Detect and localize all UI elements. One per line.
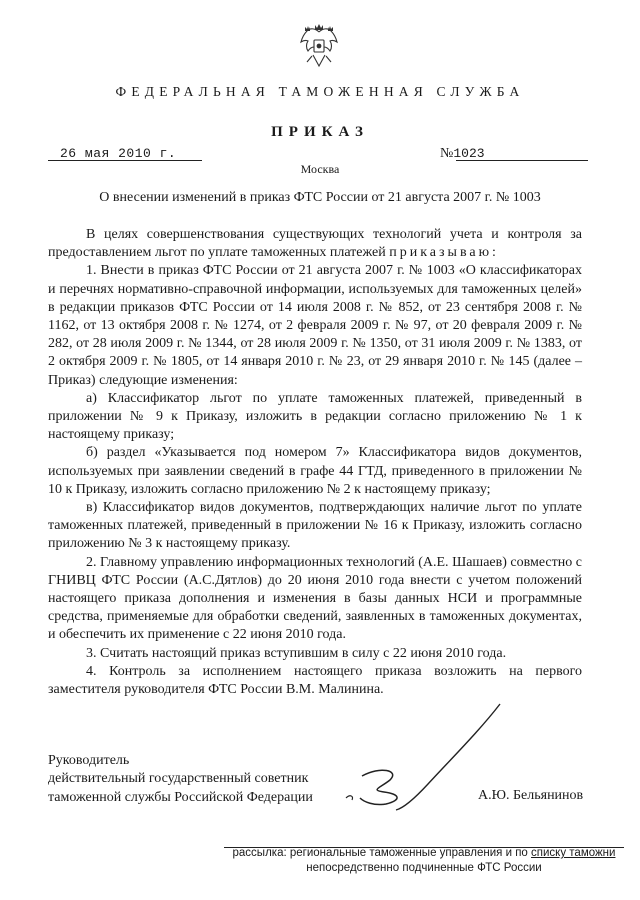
number-value: 1023 (453, 146, 485, 161)
document-type: ПРИКАЗ (271, 124, 369, 140)
city: Москва (300, 162, 340, 176)
date-underline (48, 160, 202, 161)
number-underline (456, 160, 588, 161)
signatory-title-3: таможенной службы Российской Федерации (48, 789, 313, 805)
item-3: 3. Считать настоящий приказ вступившим в силу с 22 июня 2010 года. (86, 645, 507, 661)
preamble-text: В целях совершенствования существующих технологий учета и контроля за предоставлением льгот по уплате таможенных платежей (48, 227, 582, 261)
agency-name: ФЕДЕРАЛЬНАЯ ТАМОЖЕННАЯ СЛУЖБА (115, 84, 525, 99)
signer-name: А.Ю. Бельянинов (478, 788, 584, 803)
document-title: О внесении изменений в приказ ФТС России от 21 августа 2007 г. № 1003 (99, 190, 541, 205)
distribution-line-2: непосредственно подчиненные ФТС России (306, 862, 542, 874)
item-1: 1. Внести в приказ ФТС России от 21 августа 2007 г. № 1003 «О классификаторах и перечнях нормативно-справочной информации, используемых для таможенных целей» в редакции приказов ФТС России от 14 июля 2008 г. № 852, от 23 сентября 2008 г. № 1162, от 13 октября 2008 г. № 1274, от 2 февраля 2009 г. № 97, от 20 февраля 2009 г. № 282, от 28 июля 2009 г. № 1344, от 28 июля 2009 г. № 1350, от 31 июля 2009 г. № 1383, от 2 октября 2009 г. № 1805, от 14 января 2010 г. № 23, от 29 января 2010 г. № 145 (далее – Приказ) следующие изменения: (48, 263, 582, 388)
signatory-title-2: действительный государственный советник (48, 771, 309, 787)
signature-block (48, 752, 313, 807)
order-date: 26 мая 2010 г. (60, 146, 177, 161)
signatory-title-1: Руководитель (48, 753, 130, 768)
item-1a: а) Классификатор льгот по уплате таможенных платежей, приведенный в приложении № 9 к Приказу, изложить в редакции согласно приложению № 1 к настоящему приказу; (48, 390, 582, 443)
number-sign: № (440, 146, 454, 161)
order-verb: приказываю: (389, 245, 499, 261)
distribution-note (224, 846, 624, 876)
distribution-prefix: рассылка: региональные таможенные управления и по (232, 847, 528, 859)
preamble-paragraph (48, 226, 582, 262)
item-1c: в) Классификатор видов документов, подтверждающих наличие льгот по уплате таможенных платежей, приведенный в приложении № 16 к Приказу, изложить согласно приложению № 3 к настоящему приказу. (48, 500, 582, 552)
item-2: 2. Главному управлению информационных технологий (А.Е. Шашаев) совместно с ГНИВЦ ФТС России (А.С.Дятлов) до 20 июня 2010 года внести с учетом положений настоящего приказа дополнения и изменения в базы данных НСИ и программные средства, применяемые для обработки сведений, заявленных в таможенных документах, и обеспечить их применение с 22 июня 2010 года. (48, 554, 582, 643)
item-1b: б) раздел «Указывается под номером 7» Классификатора видов документов, используемых при заявлении сведений в графе 44 ГТД, приведенного в приложении № 10 к Приказу, изложить согласно приложению № 2 к настоящему приказу; (48, 445, 582, 497)
distribution-link: списку таможни (531, 847, 616, 859)
double-headed-eagle-emblem-icon (298, 22, 340, 70)
item-4: 4. Контроль за исполнением настоящего приказа возложить на первого заместителя руководителя ФТС России В.М. Малинина. (48, 663, 582, 698)
distribution-line-1 (224, 846, 624, 861)
document-body (48, 226, 582, 699)
